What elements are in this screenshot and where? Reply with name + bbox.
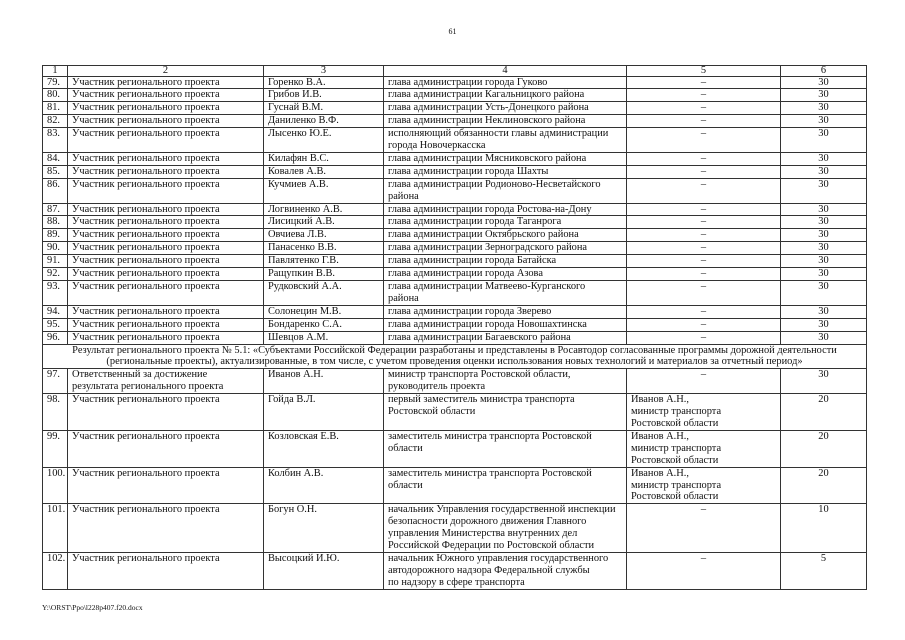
page-number: 61: [448, 27, 457, 36]
row-number: 80.: [43, 89, 68, 102]
row-number: 96.: [43, 331, 68, 344]
row-number: 95.: [43, 318, 68, 331]
role-cell: Участник регионального проекта: [68, 552, 264, 589]
role-cell: Участник регионального проекта: [68, 165, 264, 178]
table-row: [43, 242, 867, 255]
table-body: [43, 66, 867, 590]
position-cell: начальник Южного управления государственного автодорожного надзора Федеральной службы по надзору в сфере транспорта: [384, 552, 627, 589]
name-cell: Ращупкин В.В.: [264, 268, 384, 281]
result-heading-row: [43, 344, 867, 369]
row-number: 82.: [43, 115, 68, 128]
row-number: 91.: [43, 255, 68, 268]
row-number: 93.: [43, 281, 68, 306]
column-5-cell: –: [627, 318, 781, 331]
name-cell: Солонецин М.В.: [264, 305, 384, 318]
row-number: 98.: [43, 394, 68, 431]
position-cell: глава администрации Неклиновского района: [384, 115, 627, 128]
role-cell: Участник регионального проекта: [68, 115, 264, 128]
role-cell: Участник регионального проекта: [68, 467, 264, 504]
column-5-cell: –: [627, 305, 781, 318]
role-cell: Участник регионального проекта: [68, 430, 264, 467]
name-cell: Колбин А.В.: [264, 467, 384, 504]
row-number: 99.: [43, 430, 68, 467]
column-6-cell: 30: [781, 331, 867, 344]
row-number: 94.: [43, 305, 68, 318]
name-cell: Лисицкий А.В.: [264, 216, 384, 229]
position-cell: глава администрации Мясниковского района: [384, 152, 627, 165]
name-cell: Горенко В.А.: [264, 76, 384, 89]
role-cell: Участник регионального проекта: [68, 331, 264, 344]
table-row: [43, 203, 867, 216]
position-cell: глава администрации Зерноградского района: [384, 242, 627, 255]
column-6-cell: 30: [781, 178, 867, 203]
column-5-cell: –: [627, 128, 781, 153]
role-cell: Участник регионального проекта: [68, 89, 264, 102]
position-cell: глава администрации города Азова: [384, 268, 627, 281]
name-cell: Кучмиев А.В.: [264, 178, 384, 203]
name-cell: Павлятенко Г.В.: [264, 255, 384, 268]
name-cell: Лысенко Ю.Е.: [264, 128, 384, 153]
column-6-cell: 30: [781, 165, 867, 178]
name-cell: Овчиева Л.В.: [264, 229, 384, 242]
position-cell: исполняющий обязанности главы администрации города Новочеркасска: [384, 128, 627, 153]
column-6-cell: 20: [781, 394, 867, 431]
column-6-cell: 30: [781, 152, 867, 165]
table-row: [43, 229, 867, 242]
row-number: 88.: [43, 216, 68, 229]
table-row: [43, 268, 867, 281]
responsibility-table: [42, 65, 867, 590]
role-cell: Участник регионального проекта: [68, 76, 264, 89]
role-cell: Участник регионального проекта: [68, 102, 264, 115]
column-5-cell: –: [627, 203, 781, 216]
column-5-cell: Иванов А.Н., министр транспорта Ростовской области: [627, 394, 781, 431]
name-cell: Ковалев А.В.: [264, 165, 384, 178]
name-cell: Шевцов А.М.: [264, 331, 384, 344]
table-row: [43, 394, 867, 431]
row-number: 79.: [43, 76, 68, 89]
column-number: 1: [43, 66, 68, 77]
table-row: [43, 89, 867, 102]
column-6-cell: 30: [781, 268, 867, 281]
position-cell: глава администрации города Шахты: [384, 165, 627, 178]
column-5-cell: Иванов А.Н., министр транспорта Ростовской области: [627, 430, 781, 467]
row-number: 86.: [43, 178, 68, 203]
column-5-cell: –: [627, 504, 781, 553]
column-5-cell: –: [627, 216, 781, 229]
position-cell: глава администрации Матвеево-Курганского района: [384, 281, 627, 306]
table-row: [43, 331, 867, 344]
row-number: 84.: [43, 152, 68, 165]
row-number: 100.: [43, 467, 68, 504]
position-cell: глава администрации Кагальницкого района: [384, 89, 627, 102]
role-cell: Участник регионального проекта: [68, 242, 264, 255]
table-row: [43, 102, 867, 115]
role-cell: Участник регионального проекта: [68, 318, 264, 331]
name-cell: Гойда В.Л.: [264, 394, 384, 431]
row-number: 102.: [43, 552, 68, 589]
result-heading: Результат регионального проекта № 5.1: «Субъектами Российской Федерации разработаны и представлены в Росавтодор согласованные программы дорожной деятельности (региональные проекты), актуализированные, в том числе, с учетом проведения оценки использования новых технологий и материалов за отчетный период»: [43, 344, 867, 369]
role-cell: Участник регионального проекта: [68, 255, 264, 268]
name-cell: Даниленко В.Ф.: [264, 115, 384, 128]
column-number: 5: [627, 66, 781, 77]
name-cell: Грибов И.В.: [264, 89, 384, 102]
name-cell: Гуснай В.М.: [264, 102, 384, 115]
column-5-cell: –: [627, 152, 781, 165]
role-cell: Участник регионального проекта: [68, 394, 264, 431]
column-number: 3: [264, 66, 384, 77]
row-number: 87.: [43, 203, 68, 216]
position-cell: глава администрации Октябрьского района: [384, 229, 627, 242]
role-cell: Участник регионального проекта: [68, 281, 264, 306]
position-cell: глава администрации города Ростова-на-Дону: [384, 203, 627, 216]
role-cell: Участник регионального проекта: [68, 229, 264, 242]
column-5-cell: –: [627, 268, 781, 281]
position-cell: глава администрации Родионово-Несветайского района: [384, 178, 627, 203]
column-5-cell: –: [627, 369, 781, 394]
column-6-cell: 30: [781, 318, 867, 331]
position-cell: заместитель министра транспорта Ростовской области: [384, 467, 627, 504]
column-5-cell: –: [627, 76, 781, 89]
role-cell: Участник регионального проекта: [68, 268, 264, 281]
position-cell: глава администрации города Таганрога: [384, 216, 627, 229]
column-6-cell: 30: [781, 203, 867, 216]
position-cell: министр транспорта Ростовской области, руководитель проекта: [384, 369, 627, 394]
table-row: [43, 467, 867, 504]
position-cell: заместитель министра транспорта Ростовской области: [384, 430, 627, 467]
table-row: [43, 152, 867, 165]
table-row: [43, 76, 867, 89]
table-row: [43, 430, 867, 467]
name-cell: Иванов А.Н.: [264, 369, 384, 394]
column-5-cell: –: [627, 229, 781, 242]
column-6-cell: 30: [781, 89, 867, 102]
name-cell: Рудковский А.А.: [264, 281, 384, 306]
name-cell: Килафян В.С.: [264, 152, 384, 165]
position-cell: глава администрации города Зверево: [384, 305, 627, 318]
file-path-footer: Y:\ORST\Ppo\l228p407.f20.docx: [42, 603, 143, 612]
role-cell: Участник регионального проекта: [68, 178, 264, 203]
role-cell: Участник регионального проекта: [68, 152, 264, 165]
column-5-cell: –: [627, 102, 781, 115]
table-row: [43, 178, 867, 203]
role-cell: Участник регионального проекта: [68, 216, 264, 229]
table-header-row: [43, 66, 867, 77]
column-5-cell: –: [627, 281, 781, 306]
position-cell: первый заместитель министра транспорта Ростовской области: [384, 394, 627, 431]
column-6-cell: 30: [781, 255, 867, 268]
column-6-cell: 30: [781, 76, 867, 89]
column-5-cell: Иванов А.Н., министр транспорта Ростовской области: [627, 467, 781, 504]
column-5-cell: –: [627, 89, 781, 102]
column-6-cell: 20: [781, 467, 867, 504]
name-cell: Козловская Е.В.: [264, 430, 384, 467]
table-row: [43, 281, 867, 306]
table-row: [43, 369, 867, 394]
role-cell: Участник регионального проекта: [68, 305, 264, 318]
role-cell: Участник регионального проекта: [68, 203, 264, 216]
position-cell: глава администрации города Новошахтинска: [384, 318, 627, 331]
column-6-cell: 20: [781, 430, 867, 467]
column-5-cell: –: [627, 178, 781, 203]
column-6-cell: 30: [781, 115, 867, 128]
role-cell: Ответственный за достижение результата регионального проекта: [68, 369, 264, 394]
column-5-cell: –: [627, 115, 781, 128]
table-row: [43, 504, 867, 553]
name-cell: Высоцкий И.Ю.: [264, 552, 384, 589]
column-6-cell: 30: [781, 229, 867, 242]
column-6-cell: 5: [781, 552, 867, 589]
column-number: 6: [781, 66, 867, 77]
column-6-cell: 10: [781, 504, 867, 553]
column-5-cell: –: [627, 242, 781, 255]
column-6-cell: 30: [781, 281, 867, 306]
role-cell: Участник регионального проекта: [68, 504, 264, 553]
row-number: 85.: [43, 165, 68, 178]
row-number: 81.: [43, 102, 68, 115]
table-row: [43, 552, 867, 589]
column-5-cell: –: [627, 552, 781, 589]
name-cell: Богун О.Н.: [264, 504, 384, 553]
position-cell: глава администрации Усть-Донецкого района: [384, 102, 627, 115]
name-cell: Панасенко В.В.: [264, 242, 384, 255]
column-6-cell: 30: [781, 369, 867, 394]
table-row: [43, 305, 867, 318]
column-number: 2: [68, 66, 264, 77]
table-row: [43, 255, 867, 268]
row-number: 101.: [43, 504, 68, 553]
column-6-cell: 30: [781, 305, 867, 318]
role-cell: Участник регионального проекта: [68, 128, 264, 153]
column-6-cell: 30: [781, 216, 867, 229]
table-row: [43, 165, 867, 178]
row-number: 92.: [43, 268, 68, 281]
row-number: 89.: [43, 229, 68, 242]
table-row: [43, 128, 867, 153]
column-6-cell: 30: [781, 102, 867, 115]
table-row: [43, 115, 867, 128]
name-cell: Логвиненко А.В.: [264, 203, 384, 216]
column-6-cell: 30: [781, 128, 867, 153]
column-5-cell: –: [627, 165, 781, 178]
position-cell: глава администрации города Батайска: [384, 255, 627, 268]
position-cell: глава администрации города Гуково: [384, 76, 627, 89]
column-5-cell: –: [627, 331, 781, 344]
position-cell: глава администрации Багаевского района: [384, 331, 627, 344]
table-row: [43, 318, 867, 331]
row-number: 97.: [43, 369, 68, 394]
row-number: 90.: [43, 242, 68, 255]
name-cell: Бондаренко С.А.: [264, 318, 384, 331]
column-number: 4: [384, 66, 627, 77]
table-row: [43, 216, 867, 229]
row-number: 83.: [43, 128, 68, 153]
position-cell: начальник Управления государственной инспекции безопасности дорожного движения Главного управления Министерства внутренних дел Российской Федерации по Ростовской области: [384, 504, 627, 553]
column-6-cell: 30: [781, 242, 867, 255]
column-5-cell: –: [627, 255, 781, 268]
